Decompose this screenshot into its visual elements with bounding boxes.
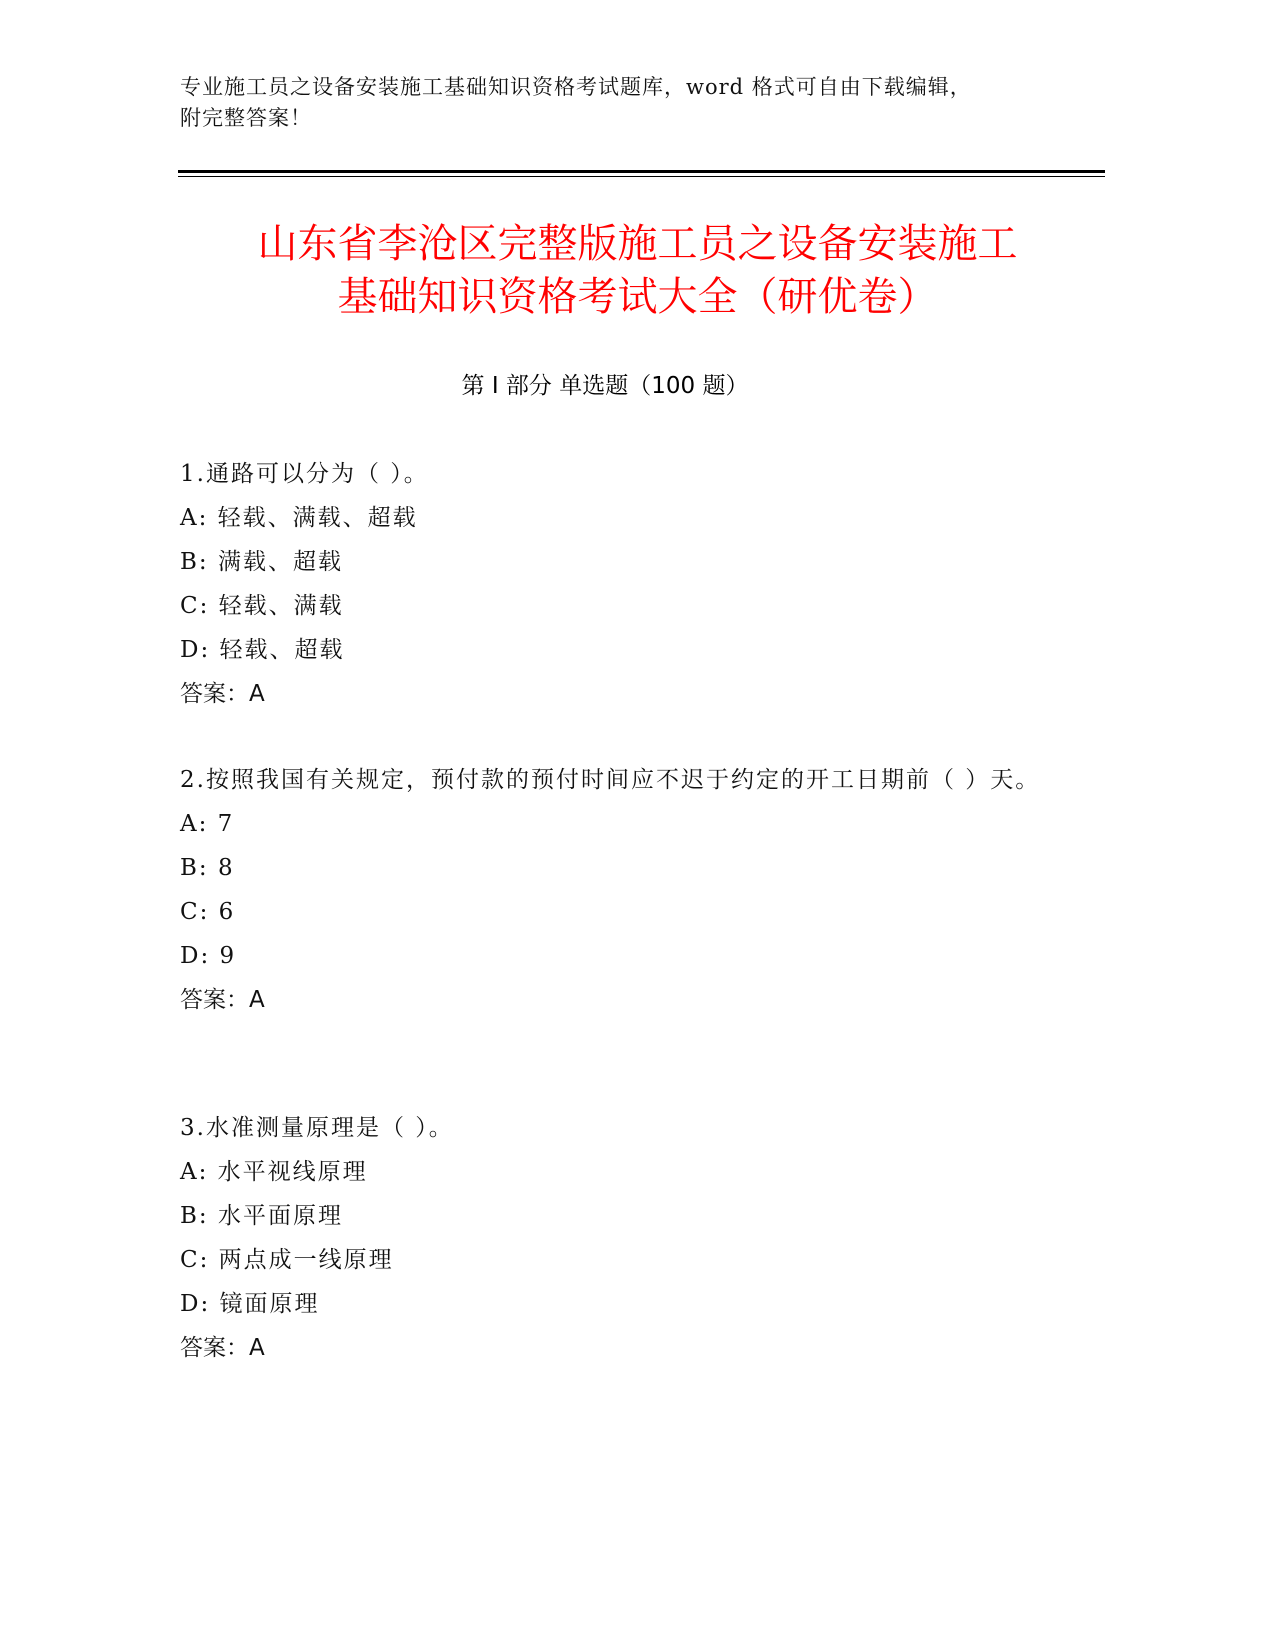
- answer-text: 答案：A: [180, 1335, 265, 1361]
- header-note-line-1: 专业施工员之设备安装施工基础知识资格考试题库，word 格式可自由下载编辑，: [180, 75, 972, 99]
- option-c: C: 轻载、满载: [180, 593, 344, 619]
- document-title: [140, 218, 1135, 324]
- option-c: C: 两点成一线原理: [180, 1247, 394, 1273]
- document-title-line-2: 基础知识资格考试大全（研优卷）: [337, 274, 938, 320]
- option-a: A: 轻载、满载、超载: [180, 505, 418, 531]
- header-divider-thick: [178, 170, 1105, 173]
- option-a: A: 水平视线原理: [180, 1159, 368, 1185]
- question-stem: 1.通路可以分为（ ）。: [180, 461, 429, 487]
- header-divider-thin: [178, 176, 1105, 177]
- option-d: D: 9: [180, 943, 237, 969]
- question-3: [180, 1106, 1080, 1370]
- option-a: A: 7: [180, 811, 235, 837]
- option-b: B: 水平面原理: [180, 1203, 343, 1229]
- option-b: B: 8: [180, 855, 235, 881]
- option-d: D: 镜面原理: [180, 1291, 320, 1317]
- option-c: C: 6: [180, 899, 236, 925]
- question-stem: 3.水准测量原理是（ ）。: [180, 1115, 454, 1141]
- option-b: B: 满载、超载: [180, 549, 343, 575]
- question-stem: 2.按照我国有关规定，预付款的预付时间应不迟于约定的开工日期前（ ）天。: [180, 767, 1041, 793]
- question-1: [180, 452, 1080, 716]
- option-d: D: 轻载、超载: [180, 637, 345, 663]
- header-note-line-2: 附完整答案！: [180, 106, 312, 130]
- answer-text: 答案：A: [180, 681, 265, 707]
- section-heading: 第 I 部分 单选题（100 题）: [461, 373, 749, 399]
- answer-text: 答案：A: [180, 987, 265, 1013]
- header-note: [180, 72, 1080, 134]
- document-title-line-1: 山东省李沧区完整版施工员之设备安装施工: [257, 221, 1018, 267]
- question-2: [180, 758, 1080, 1022]
